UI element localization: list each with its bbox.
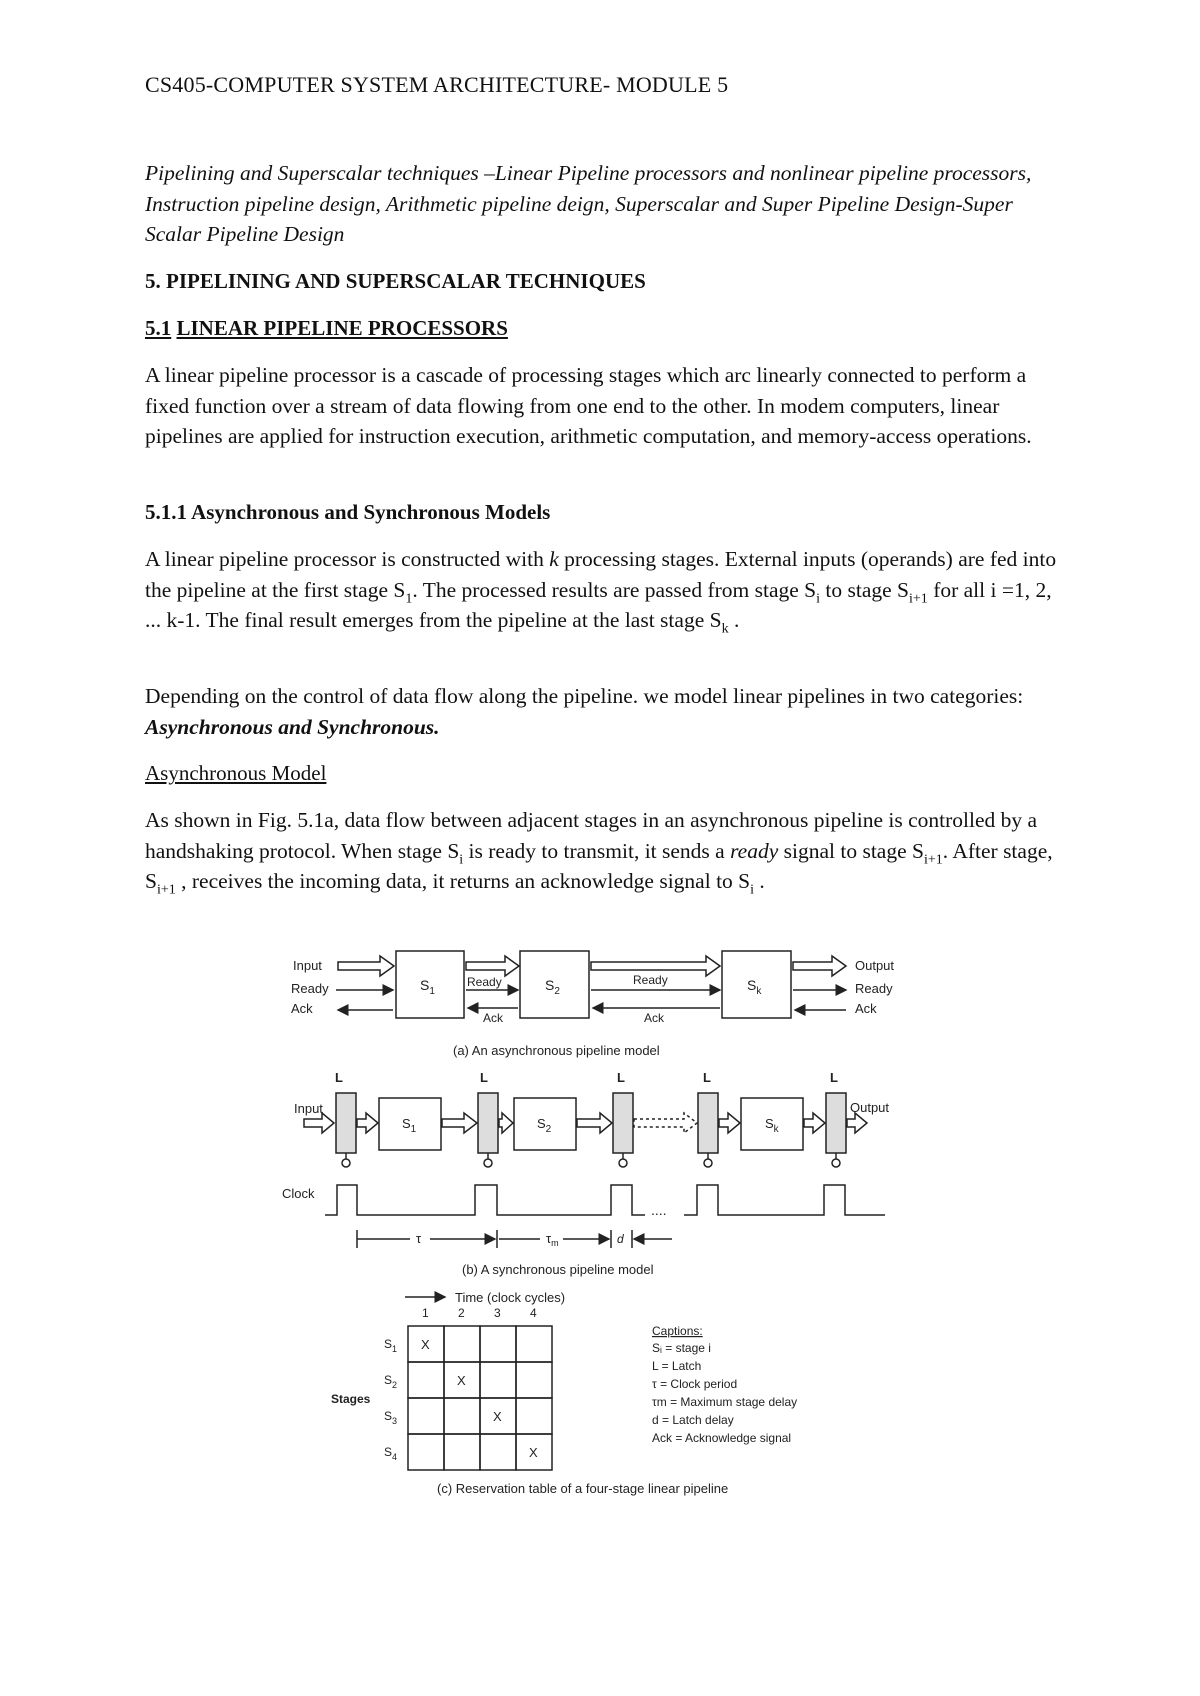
async-stage-s2 xyxy=(520,951,589,1018)
latch-label-3: L xyxy=(617,1070,625,1085)
stage-row-label: $S_3$ xyxy=(384,1409,398,1426)
async-input-label: Input xyxy=(293,958,322,973)
reservation-mark: X xyxy=(529,1445,538,1460)
reservation-table xyxy=(331,1290,797,1496)
async-ready-mid-label: Ready xyxy=(467,975,502,989)
reservation-cell xyxy=(480,1434,516,1470)
async-ack-out-label: Ack xyxy=(855,1001,877,1016)
sync-output-label: Output xyxy=(850,1100,890,1115)
async-s1-s2-arrow xyxy=(466,956,519,976)
svg-text:Sk: $S_k$ xyxy=(765,1116,779,1135)
clock-waveform-1 xyxy=(325,1185,645,1215)
sync-figure-caption: (b) A synchronous pipeline model xyxy=(462,1262,654,1277)
async-sk-label: $S_k$ xyxy=(747,977,762,997)
captions-title: Captions: xyxy=(652,1324,703,1338)
reservation-cell xyxy=(408,1398,444,1434)
async-figure-caption: (a) An asynchronous pipeline model xyxy=(453,1043,660,1058)
async-stage-s1 xyxy=(396,951,464,1018)
latch-5 xyxy=(826,1093,846,1153)
clock-dots: .... xyxy=(651,1202,667,1218)
async-output-arrow xyxy=(793,956,846,976)
reservation-cell xyxy=(516,1362,552,1398)
caption-item: d = Latch delay xyxy=(652,1413,734,1427)
time-col-3: 3 xyxy=(494,1306,501,1320)
tau-m-label: $\tau_m$ xyxy=(546,1231,559,1248)
section-5-heading: 5. PIPELINING AND SUPERSCALAR TECHNIQUES xyxy=(145,269,646,293)
reservation-mark: X xyxy=(457,1373,466,1388)
svg-text:S2: $S_2$ xyxy=(537,1116,552,1135)
async-model-heading: Asynchronous Model xyxy=(145,761,327,785)
construction-paragraph: A linear pipeline processor is constructed with k processing stages. External inputs (operands) are fed into the pipeline at the first stage $S_1$. The processed results are passed from stage $S_i$ to stage $S_{i+1}$ for all i =1, 2, ... k-1. The final result emerges from the pipeline at the last stage $S_k$ . xyxy=(145,547,1057,637)
reservation-cell xyxy=(408,1362,444,1398)
reservation-cell xyxy=(516,1398,552,1434)
caption-item: Ack = Acknowledge signal xyxy=(652,1431,792,1445)
async-ack-label: Ack xyxy=(291,1001,313,1016)
async-model-paragraph: As shown in Fig. 5.1a, data flow between adjacent stages in an asynchronous pipeline is controlled by a handshaking protocol. When stage $S_i$ is ready to transmit, it sends a ready signal to stage $S_{i+1}$. After stage, $S_{i+1}$ , receives the incoming data, it returns an acknowledge signal to $S_i$ . xyxy=(145,808,1053,898)
tau-label: τ xyxy=(416,1231,422,1246)
reservation-cell xyxy=(444,1326,480,1362)
reservation-cell xyxy=(480,1326,516,1362)
latch-delay-label: d xyxy=(617,1232,624,1246)
reservation-cell xyxy=(516,1326,552,1362)
caption-item: Sᵢ = stage i xyxy=(652,1341,711,1355)
section-5-1-title: LINEAR PIPELINE PROCESSORS xyxy=(176,316,508,340)
section-5-1-number: 5.1 xyxy=(145,316,172,340)
caption-item: τm = Maximum stage delay xyxy=(652,1395,798,1409)
latch-label-4: L xyxy=(703,1070,711,1085)
sync-input-label: Input xyxy=(294,1101,323,1116)
latch-label-5: L xyxy=(830,1070,838,1085)
svg-text:S1: $S_1$ xyxy=(402,1116,417,1135)
async-ready-long-label: Ready xyxy=(633,973,668,987)
async-ack-mid-label: Ack xyxy=(483,1011,504,1025)
reservation-cell xyxy=(480,1362,516,1398)
async-input-arrow xyxy=(338,956,394,976)
reservation-mark: X xyxy=(493,1409,502,1424)
async-output-label: Output xyxy=(855,958,895,973)
time-col-2: 2 xyxy=(458,1306,465,1320)
time-col-4: 4 xyxy=(530,1306,537,1320)
categories-paragraph: Depending on the control of data flow along the pipeline. we model linear pipelines in two categories: Asynchronous and Synchronous. xyxy=(145,684,1024,739)
async-stage-sk xyxy=(722,951,791,1018)
reservation-cell xyxy=(444,1398,480,1434)
latch-2 xyxy=(478,1093,498,1153)
reservation-cell xyxy=(444,1434,480,1470)
sync-pipeline-diagram xyxy=(282,1070,889,1277)
stage-row-label: $S_2$ xyxy=(384,1373,398,1390)
clock-label: Clock xyxy=(282,1186,315,1201)
latch-4 xyxy=(698,1093,718,1153)
latch-1 xyxy=(336,1093,356,1153)
latch-label-1: L xyxy=(335,1070,343,1085)
caption-item: τ = Clock period xyxy=(652,1377,738,1391)
time-axis-label: Time (clock cycles) xyxy=(455,1290,566,1305)
stages-label: Stages xyxy=(331,1392,371,1406)
async-s1-label: $S_1$ xyxy=(420,977,435,997)
async-ack-long-label: Ack xyxy=(644,1011,665,1025)
async-ready-label: Ready xyxy=(291,981,329,996)
stage-row-label: $S_1$ xyxy=(384,1337,398,1354)
latch-3 xyxy=(613,1093,633,1153)
async-pipeline-diagram xyxy=(291,951,894,1058)
section-5-1-1-heading: 5.1.1 Asynchronous and Synchronous Models xyxy=(145,500,551,524)
async-s2-label: $S_2$ xyxy=(545,977,560,997)
reservation-cell xyxy=(408,1434,444,1470)
caption-item: L = Latch xyxy=(652,1359,702,1373)
latch-label-2: L xyxy=(480,1070,488,1085)
reservation-figure-caption: (c) Reservation table of a four-stage linear pipeline xyxy=(437,1481,729,1496)
time-col-1: 1 xyxy=(422,1306,429,1320)
reservation-mark: X xyxy=(421,1337,430,1352)
module-topics: Pipelining and Superscalar techniques –Linear Pipeline processors and nonlinear pipeline processors, Instruction pipeline design, Arithmetic pipeline deign, Superscalar and Super Pipeline Design-Super Scalar Pipeline Design xyxy=(145,161,1032,246)
linear-pipeline-paragraph: A linear pipeline processor is a cascade of processing stages which arc linearly connected to perform a fixed function over a stream of data flowing from one end to the other. In modem computers, linear pipelines are applied for instruction execution, arithmetic computation, and memory-access operations. xyxy=(145,363,1032,448)
clock-waveform-2 xyxy=(684,1185,885,1215)
stage-row-label: $S_4$ xyxy=(384,1445,398,1462)
page-header: CS405-COMPUTER SYSTEM ARCHITECTURE- MODULE 5 xyxy=(145,72,729,97)
async-ready-out-label: Ready xyxy=(855,981,893,996)
